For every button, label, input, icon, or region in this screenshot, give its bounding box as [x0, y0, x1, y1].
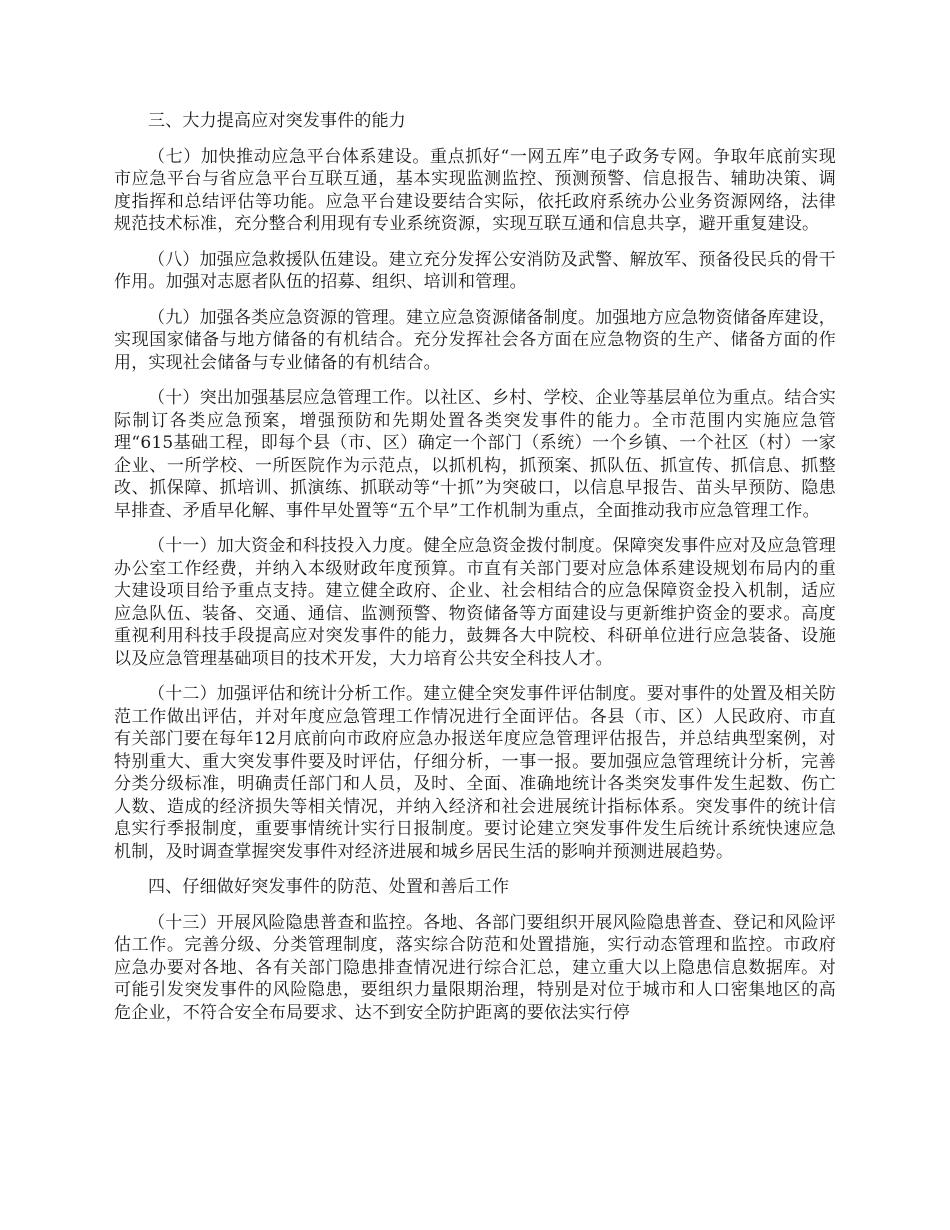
document-body: [114, 110, 836, 1037]
paragraph-8: （八）加强应急救援队伍建设。建立充分发挥公安消防及武警、解放军、预备役民兵的骨干作用。加强对志愿者队伍的招募、组织、培训和管理。: [114, 249, 836, 292]
paragraph-12: （十二）加强评估和统计分析工作。建立健全突发事件评估制度。要对事件的处置及相关防范工作做出评估，并对年度应急管理工作情况进行全面评估。各县（市、区）人民政府、市直有关部门要在每年12月底前向市政府应急办报送年度应急管理评估报告，并总结典型案例，对特别重大、重大突发事件要及时评估，仔细分析，一事一报。要加强应急管理统计分析，完善分类分级标准，明确责任部门和人员，及时、全面、准确地统计各类突发事件发生起数、伤亡人数、造成的经济损失等相关情况，并纳入经济和社会进展统计指标体系。突发事件的统计信息实行季报制度，重要事情统计实行日报制度。要讨论建立突发事件发生后统计系统快速应急机制，及时调查掌握突发事件对经济进展和城乡居民生活的影响并预测进展趋势。: [114, 684, 836, 862]
paragraph-13: （十三）开展风险隐患普查和监控。各地、各部门要组织开展风险隐患普查、登记和风险评估工作。完善分级、分类管理制度，落实综合防范和处置措施，实行动态管理和监控。市政府应急办要对各地、各有关部门隐患排查情况进行综合汇总，建立重大以上隐患信息数据库。对可能引发突发事件的风险隐患，要组织力量限期治理，特别是对位于城市和人口密集地区的高危企业，不符合安全布局要求、达不到安全防护距离的要依法实行停: [114, 912, 836, 1023]
section-heading-4: 四、仔细做好突发事件的防范、处置和善后工作: [148, 877, 510, 897]
paragraph-7: （七）加快推动应急平台体系建设。重点抓好“一网五库”电子政务专网。争取年底前实现市应急平台与省应急平台互联互通，基本实现监测监控、预测预警、信息报告、辅助决策、调度指挥和总结评估等功能。应急平台建设要结合实际，依托政府系统办公业务资源网络，法律规范技术标准，充分整合利用现有专业系统资源，实现互联互通和信息共享，避开重复建设。: [114, 146, 836, 234]
paragraph-10: （十）突出加强基层应急管理工作。以社区、乡村、学校、企业等基层单位为重点。结合实际制订各类应急预案，增强预防和先期处置各类突发事件的能力。全市范围内实施应急管理“615基础工程，即每个县（市、区）确定一个部门（系统）一个乡镇、一个社区（村）一家企业、一所学校、一所医院作为示范点，以抓机构，抓预案、抓队伍、抓宣传、抓信息、抓整改、抓保障、抓培训、抓演练、抓联动等“十抓”为突破口，以信息早报告、苗头早预防、隐患早排查、矛盾早化解、事件早处置等“五个早”工作机制为重点，全面推动我市应急管理工作。: [114, 388, 836, 521]
paragraph-9: （九）加强各类应急资源的管理。建立应急资源储备制度。加强地方应急物资储备库建设，实现国家储备与地方储备的有机结合。充分发挥社会各方面在应急物资的生产、储备方面的作用，实现社会储备与专业储备的有机结合。: [114, 307, 836, 373]
paragraph-11: （十一）加大资金和科技投入力度。健全应急资金拨付制度。保障突发事件应对及应急管理办公室工作经费，并纳入本级财政年度预算。市直有关部门要对应急体系建设规划布局内的重大建设项目给予重点支持。建立健全政府、企业、社会相结合的应急保障资金投入机制，适应应急队伍、装备、交通、通信、监测预警、物资储备等方面建设与更新维护资金的要求。高度重视利用科技手段提高应对突发事件的能力，鼓舞各大中院校、科研单位进行应急装备、设施以及应急管理基础项目的技术开发，大力培育公共安全科技人才。: [114, 536, 836, 669]
section-heading-3: 三、大力提高应对突发事件的能力: [148, 111, 406, 131]
